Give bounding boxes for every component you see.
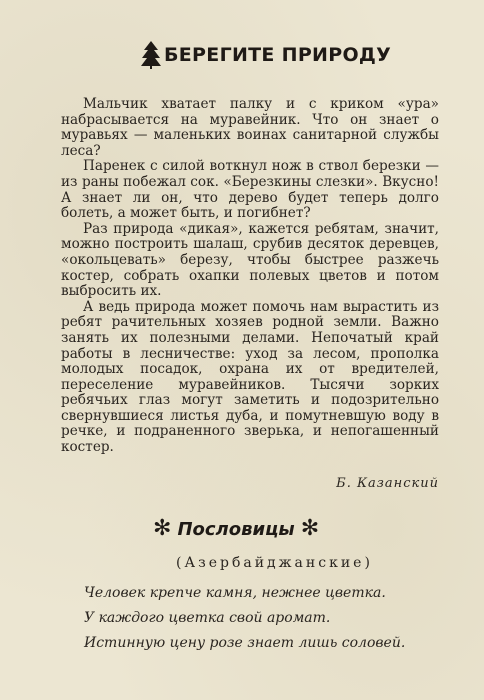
article-paragraph: Раз природа «дикая», кажется ребятам, значит, можно построить шалаш, срубив десяток деревцев, «окольцевать» березу, чтобы быстрее разжечь костер, собрать охапки полевых цветов и потом выбросить их. xyxy=(61,220,439,300)
article-title xyxy=(140,40,391,70)
article-body xyxy=(61,97,439,456)
article-paragraph: Мальчик хватает палку и с криком «ура» набрасывается на муравейник. Что он знает о муравьях — маленьких воинах санитарной службы леса? xyxy=(61,96,439,159)
article-paragraph: А ведь природа может помочь нам вырастить из ребят рачительных хозяев родной земли. Важно занять их полезными делами. Непочатый край работы в лесничестве: уход за лесом, прополка молодых посадок, охрана их от вредителей, переселение муравейников. Тысячи зорких ребячьих глаз могут заметить и подозрительно свернувшиеся листья дуба, и помутневшую воду в речке, и подраненного зверька, и непогашенный костер. xyxy=(61,298,439,456)
author-signature: Б. Казанский xyxy=(336,476,439,491)
proverbs-title-text: Пословицы xyxy=(177,518,295,540)
asterisk-ornament-icon: ✻ xyxy=(300,516,320,541)
asterisk-ornament-icon: ✻ xyxy=(153,516,172,541)
proverb-item: У каждого цветка свой аромат. xyxy=(84,610,331,626)
proverb-item: Человек крепче камня, нежнее цветка. xyxy=(84,585,386,601)
pine-tree-icon xyxy=(140,40,162,70)
proverbs-title xyxy=(153,518,319,540)
proverbs-subtitle: (Азербайджанские) xyxy=(176,555,373,571)
article-paragraph: Паренек с силой воткнул нож в ствол березки — из раны побежал сок. «Березкины слезки». Вкусно! А знает ли он, что дерево будет теперь долго болеть, а может быть, и погибнет? xyxy=(61,158,439,222)
proverbs-list xyxy=(84,584,405,659)
proverb-item: Истинную цену розе знает лишь соловей. xyxy=(84,635,406,651)
article-title-text: БЕРЕГИТЕ ПРИРОДУ xyxy=(164,44,392,66)
